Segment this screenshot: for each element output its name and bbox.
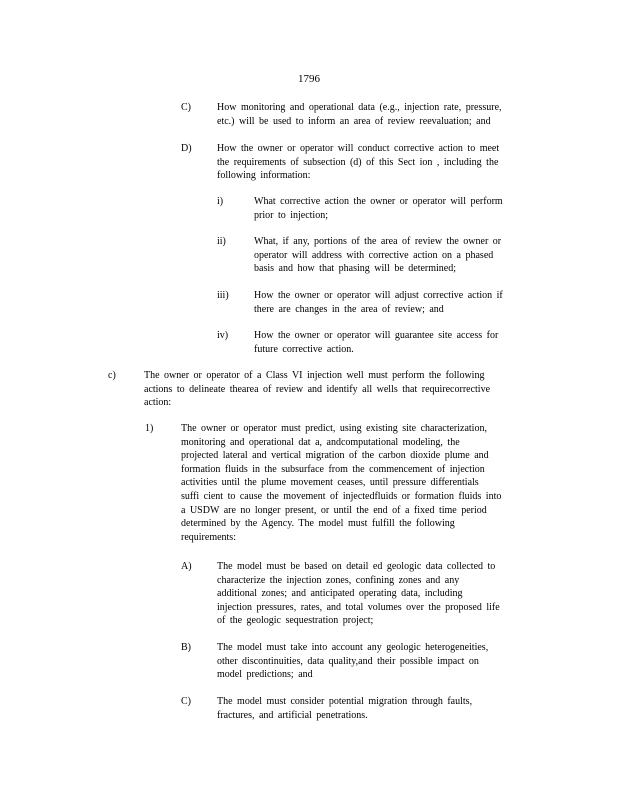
text-line: monitoring and operational dat a, andcomputational modeling, the [181,436,460,448]
text-line: operator will address with corrective action on a phased [254,249,494,261]
text-line: The model must be based on detail ed geologic data collected to [217,561,496,572]
text-line: The model must take into account any geologic heterogeneities, [217,642,489,653]
text-line: How monitoring and operational data (e.g., injection rate, pressure, [217,102,502,113]
item-marker: i) [217,196,224,207]
text-line: prior to injection; [254,209,328,221]
item-marker: ii) [217,236,226,247]
text-line: projected lateral and vertical migration of the carbon dioxide plume and [181,450,489,462]
item-text [217,641,537,682]
item-text [144,369,512,410]
text-line: What, if any, portions of the area of review the owner or [254,236,502,247]
text-line: injection pressures, rates, and total volumes over the proposed life [217,601,500,613]
text-line: basis and how that phasing will be determined; [254,263,457,275]
text-line: determined by the Agency. The model must fulfill the following [181,518,455,530]
item-text [254,329,528,356]
text-line: a USDW are no longer present, or until the end of a fixed time period [181,504,487,516]
text-line: suffi cient to cause the movement of injectedfluids or formation fluids into [181,490,502,502]
text-line: What corrective action the owner or operator will perform [254,196,503,207]
text-line: How the owner or operator will guarantee site access for [254,330,499,341]
text-line: formation fluids in the subsurface from the commencement of injection [181,463,485,475]
item-marker: C) [181,102,191,113]
item-text [217,695,537,722]
item-text [217,560,537,628]
item-text [254,195,528,222]
item-marker: 1) [145,423,154,434]
text-line: there are changes in the area of review; and [254,303,444,315]
text-line: fractures, and artificial penetrations. [217,709,368,721]
item-marker: iii) [217,290,229,301]
text-line: other discontinuities, data quality,and their possible impact on [217,655,479,667]
item-marker: c) [108,370,116,381]
item-marker: C) [181,696,191,707]
item-text [254,289,528,316]
item-text [181,422,536,544]
text-line: following information: [217,170,311,182]
text-line: How the owner or operator will conduct corrective action to meet [217,143,500,154]
text-line: future corrective action. [254,343,354,355]
item-text [217,142,533,183]
page-number: 1796 [298,73,320,85]
item-marker: iv) [217,330,229,341]
text-line: the requirements of subsection (d) of this Sect ion , including the [217,156,499,168]
item-marker: A) [181,561,192,572]
item-marker: D) [181,143,192,154]
text-line: The model must consider potential migration through faults, [217,696,473,707]
text-line: etc.) will be used to inform an area of review reevaluation; and [217,115,491,127]
text-line: characterize the injection zones, confining zones and any [217,574,460,586]
text-line: action: [144,397,172,409]
text-line: activities until the plume movement ceases, until pressure differentials [181,477,479,489]
item-text [217,101,533,128]
text-line: additional zones; and anticipated operating data, including [217,588,463,600]
text-line: of the geologic sequestration project; [217,615,374,627]
text-line: The owner or operator of a Class VI injection well must perform the following [144,370,485,381]
text-line: How the owner or operator will adjust corrective action if [254,290,503,301]
item-text [254,235,528,276]
text-line: requirements: [181,531,236,543]
item-marker: B) [181,642,191,653]
text-line: model predictions; and [217,669,313,681]
text-line: The owner or operator must predict, using existing site characterization, [181,423,487,434]
text-line: actions to delineate thearea of review and identify all wells that requirecorrective [144,383,491,395]
